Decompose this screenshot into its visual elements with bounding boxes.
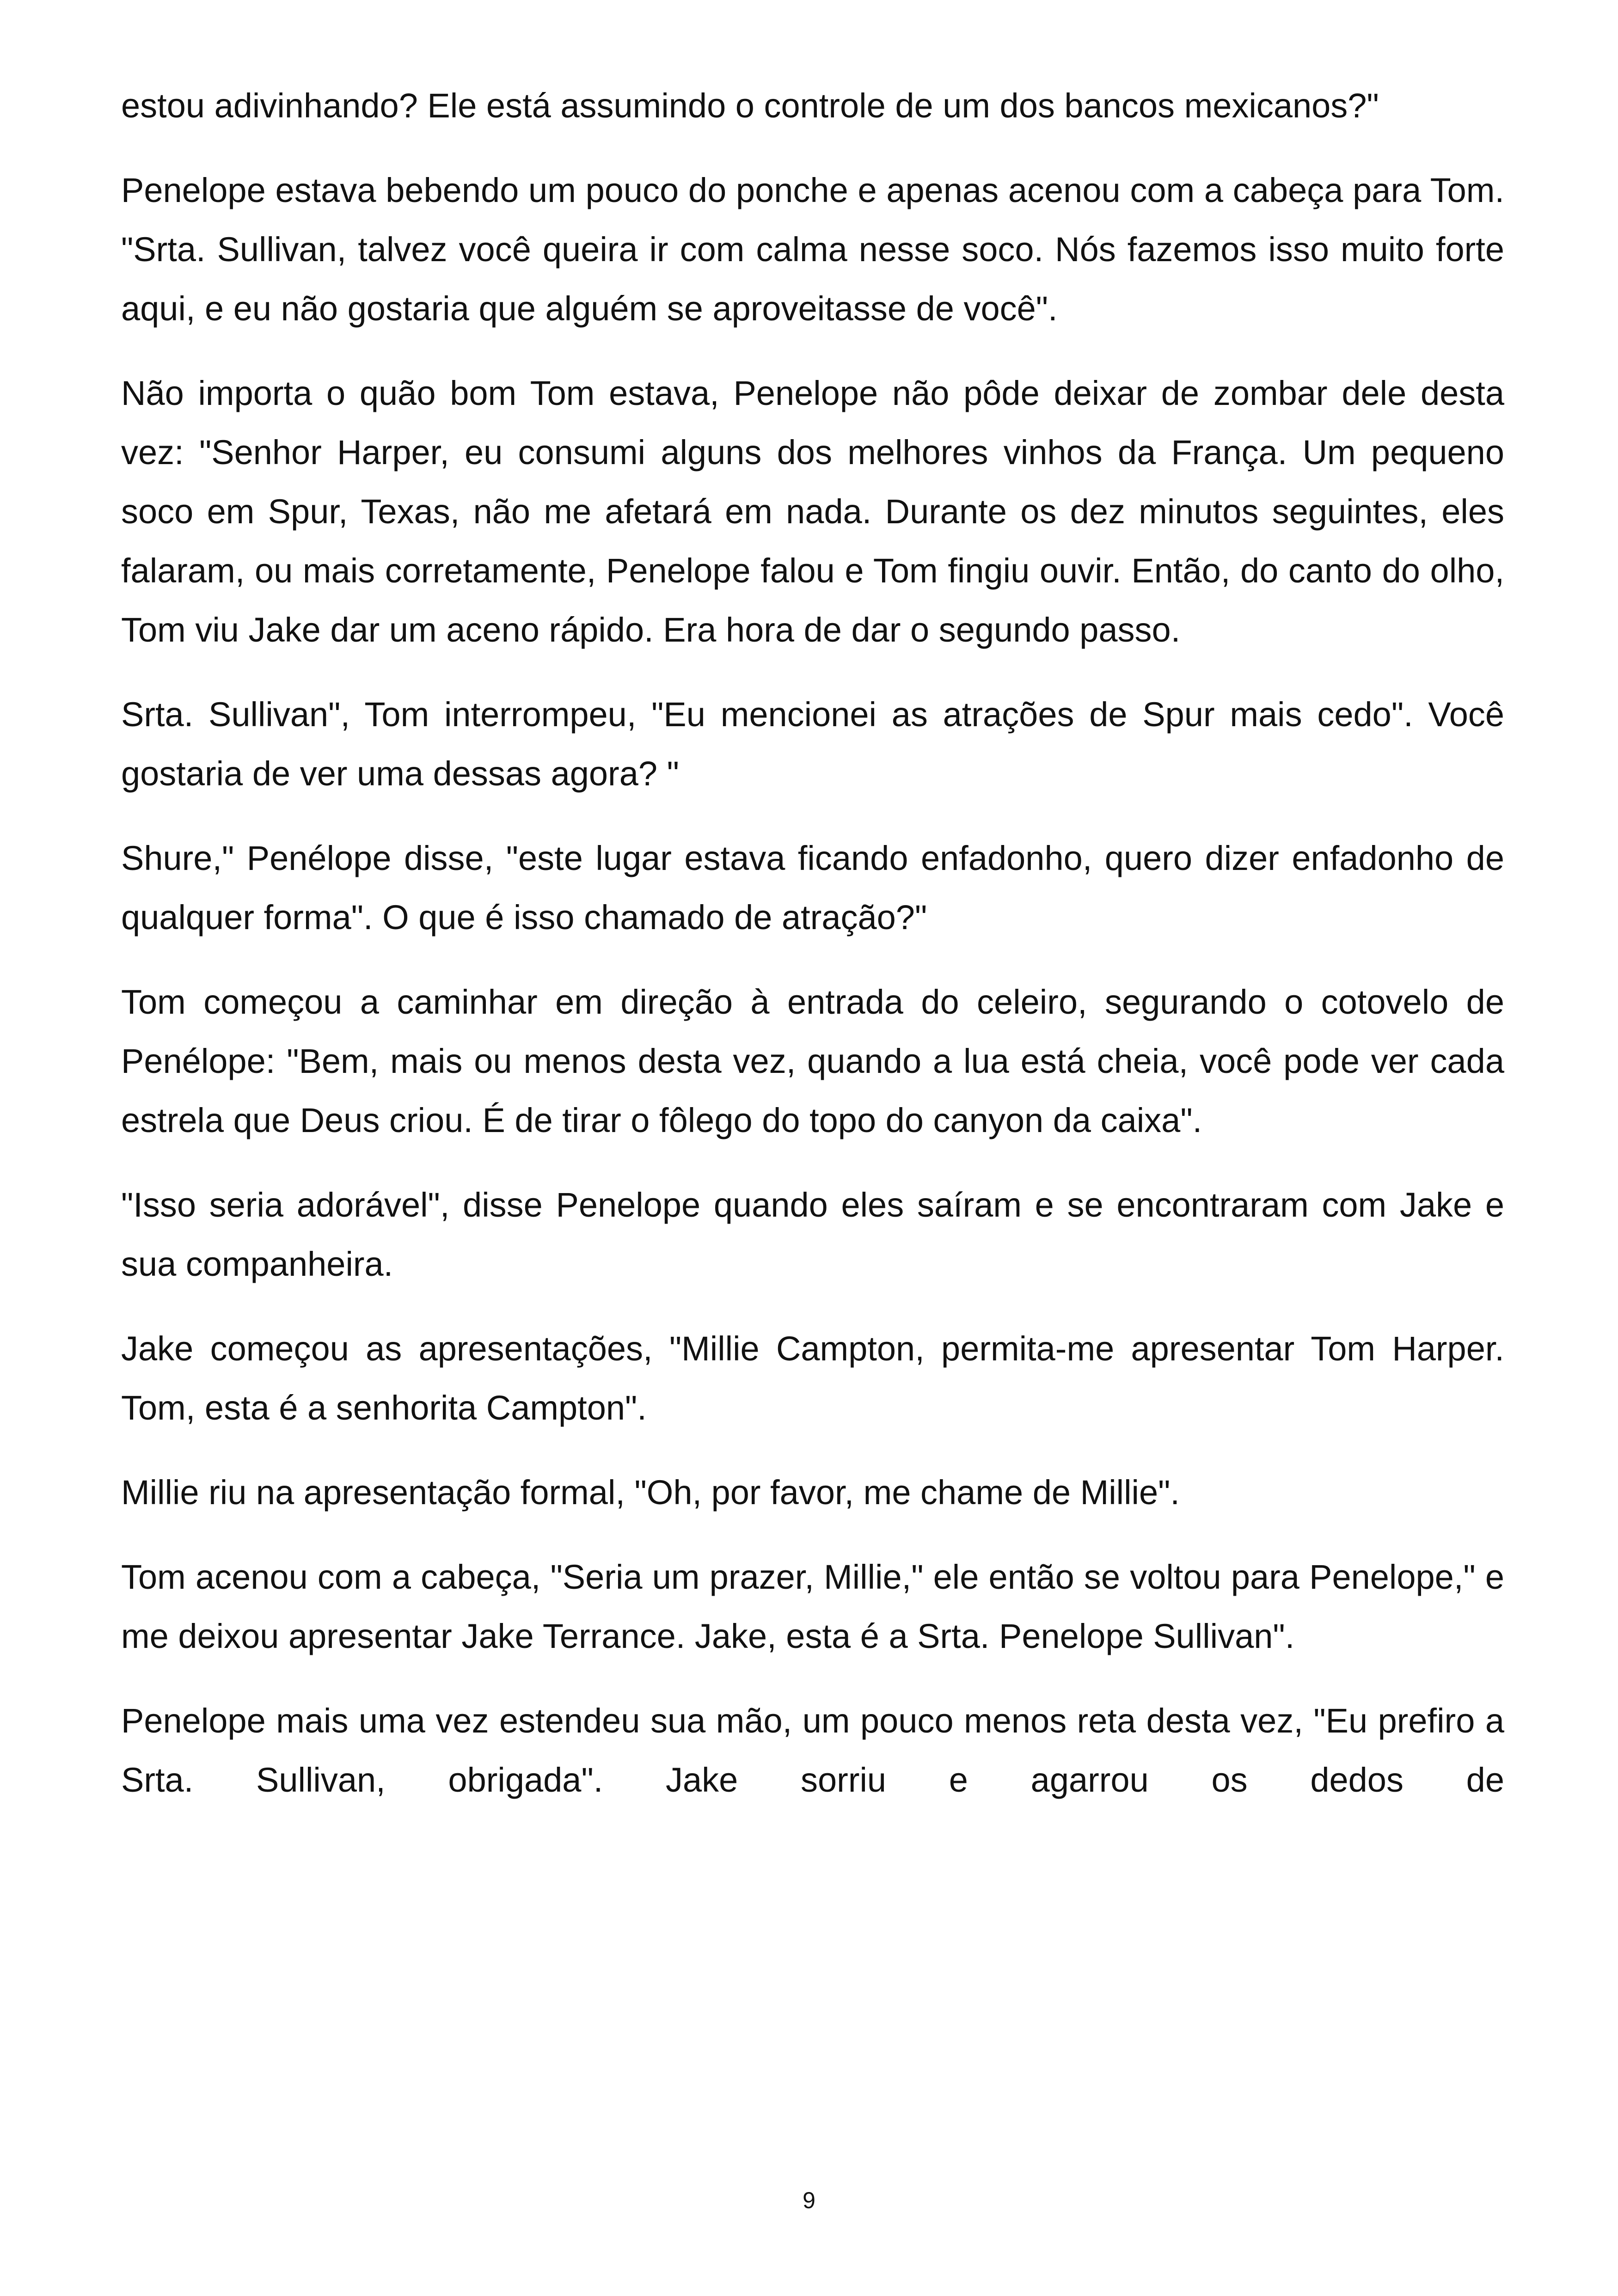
paragraph-10: Tom acenou com a cabeça, "Seria um prazer, Millie," ele então se voltou para Penelope," e me deixou apresentar Jake Terrance. Jake, esta é a Srta. Penelope Sullivan". <box>121 1558 1504 1655</box>
paragraph-2: Penelope estava bebendo um pouco do ponche e apenas acenou com a cabeça para Tom. "Srta. Sullivan, talvez você queira ir com calma nesse soco. Nós fazemos isso muito forte aqui, e eu não gostaria que alguém se aproveitasse de você". <box>121 171 1504 328</box>
paragraph-4: Srta. Sullivan", Tom interrompeu, "Eu mencionei as atrações de Spur mais cedo". Você gostaria de ver uma dessas agora? " <box>121 695 1504 793</box>
paragraph-8: Jake começou as apresentações, "Millie Campton, permita-me apresentar Tom Harper. Tom, esta é a senhorita Campton". <box>121 1329 1504 1427</box>
paragraph-11: Penelope mais uma vez estendeu sua mão, um pouco menos reta desta vez, "Eu prefiro a Srta. Sullivan, obrigada". Jake sorriu e agarrou os dedos de <box>121 1702 1504 1799</box>
paragraph-7: "Isso seria adorável", disse Penelope quando eles saíram e se encontraram com Jake e sua companheira. <box>121 1186 1504 1283</box>
paragraph-6: Tom começou a caminhar em direção à entrada do celeiro, segurando o cotovelo de Penélope: "Bem, mais ou menos desta vez, quando a lua está cheia, você pode ver cada estrela que Deus criou. É de tirar o fôlego do topo do canyon da caixa". <box>121 983 1504 1139</box>
page-number: 9 <box>803 2187 815 2213</box>
paragraph-9: Millie riu na apresentação formal, "Oh, por favor, me chame de Millie". <box>121 1473 1180 1512</box>
paragraph-3: Não importa o quão bom Tom estava, Penelope não pôde deixar de zombar dele desta vez: "Senhor Harper, eu consumi alguns dos melhores vinhos da França. Um pequeno soco em Spur, Texas, não me afetará em nada. Durante os dez minutos seguintes, eles falaram, ou mais corretamente, Penelope falou e Tom fingiu ouvir. Então, do canto do olho, Tom viu Jake dar um aceno rápido. Era hora de dar o segundo passo. <box>121 374 1504 649</box>
paragraph-5: Shure," Penélope disse, "este lugar estava ficando enfadonho, quero dizer enfadonho de qualquer forma". O que é isso chamado de atração?" <box>121 839 1504 937</box>
paragraph-1: estou adivinhando? Ele está assumindo o controle de um dos bancos mexicanos?" <box>121 86 1379 125</box>
body-text <box>121 76 1504 1835</box>
